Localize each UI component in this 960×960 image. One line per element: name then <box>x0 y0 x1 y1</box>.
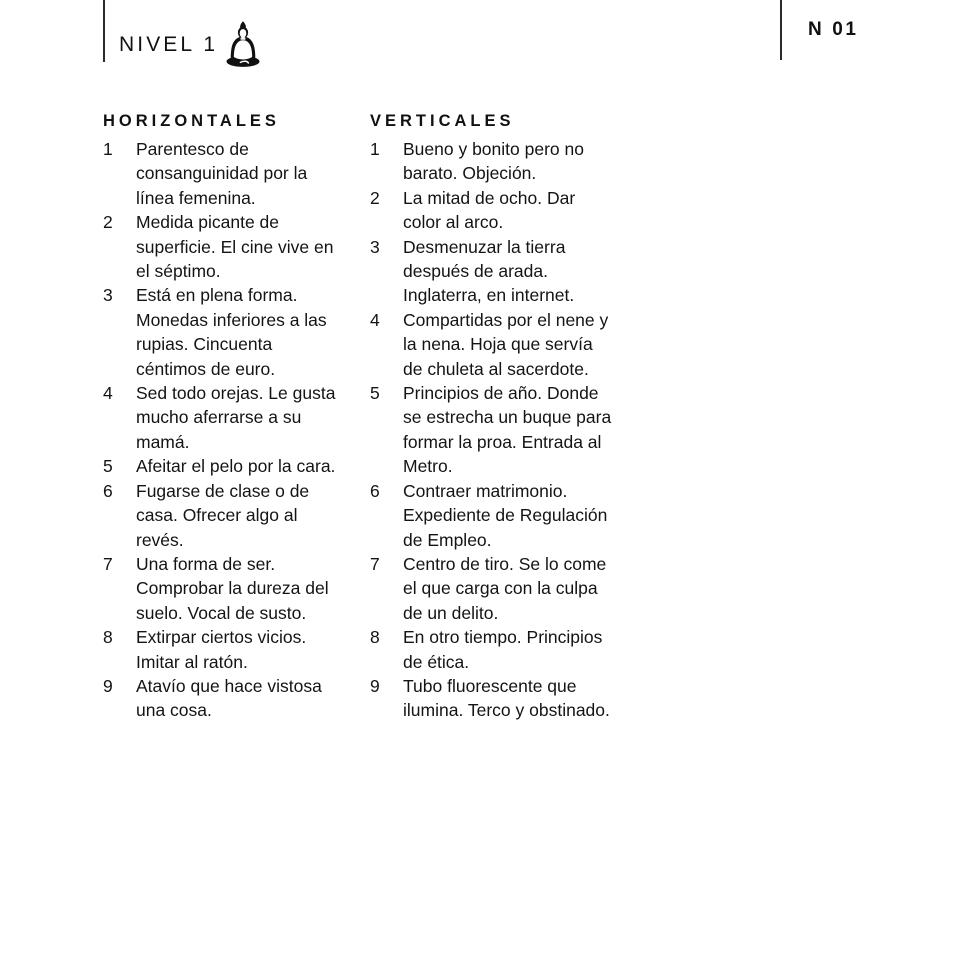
clue-item <box>103 137 343 210</box>
clue-number: 8 <box>103 627 113 648</box>
clue-number: 6 <box>370 480 380 501</box>
clue-number: 7 <box>370 553 380 574</box>
clue-item <box>103 674 343 723</box>
clue-list-horizontales <box>103 137 343 723</box>
clue-text: La mitad de ocho. Dar color al arco. <box>403 187 576 233</box>
column-heading-horizontales: HORIZONTALES <box>103 112 280 130</box>
clue-item <box>370 235 615 308</box>
clue-list-verticales <box>370 137 615 723</box>
clue-number: 4 <box>370 309 380 330</box>
clue-number: 8 <box>370 627 380 648</box>
clue-number: 3 <box>103 285 113 306</box>
clue-number: 7 <box>103 553 113 574</box>
clue-number: 9 <box>103 675 113 696</box>
clue-text: Atavío que hace vistosa una cosa. <box>136 675 322 721</box>
clue-number: 5 <box>370 383 380 404</box>
clue-item <box>370 308 615 381</box>
clue-item <box>103 210 343 283</box>
clue-text: Tubo fluorescente que ilumina. Terco y obstinado. <box>403 675 610 721</box>
clue-text: Parentesco de consanguinidad por la línea femenina. <box>136 139 308 208</box>
clue-item <box>103 454 343 478</box>
clue-number: 2 <box>103 212 113 233</box>
clue-text: Una forma de ser. Comprobar la dureza del suelo. Vocal de susto. <box>136 553 329 623</box>
clue-text: Bueno y bonito pero no barato. Objeción. <box>403 139 584 184</box>
clue-text: Extirpar ciertos vicios. Imitar al ratón. <box>136 627 307 672</box>
clue-number: 1 <box>370 139 380 159</box>
level-label: NIVEL 1 <box>119 33 219 56</box>
clue-item <box>103 479 343 552</box>
clue-number: 1 <box>103 139 113 159</box>
clue-item <box>370 479 615 552</box>
clue-text: Afeitar el pelo por la cara. <box>136 456 336 477</box>
clue-number: 5 <box>103 456 113 477</box>
header-rule-right <box>780 0 782 60</box>
clue-item <box>370 625 615 674</box>
meditating-figure-icon <box>220 20 266 70</box>
clue-column-verticales <box>370 112 615 723</box>
clue-text: Contraer matrimonio. Expediente de Regulación de Empleo. <box>403 480 608 550</box>
clue-item <box>103 625 343 674</box>
clue-column-horizontales <box>103 112 343 723</box>
page-code: N 01 <box>808 19 859 40</box>
clue-text: Está en plena forma. Monedas inferiores a las rupias. Cincuenta céntimos de euro. <box>136 285 327 379</box>
clue-text: Principios de año. Donde se estrecha un buque para formar la proa. Entrada al Metro. <box>403 383 612 477</box>
clue-number: 2 <box>370 187 380 208</box>
clue-number: 6 <box>103 480 113 501</box>
clue-item <box>370 381 615 479</box>
clue-number: 9 <box>370 675 380 696</box>
clue-text: Centro de tiro. Se lo come el que carga con la culpa de un delito. <box>403 553 607 623</box>
clue-number: 3 <box>370 236 380 257</box>
header-rule-left <box>103 0 105 62</box>
clue-item <box>103 552 343 625</box>
clue-item <box>370 674 615 723</box>
clue-item <box>103 283 343 381</box>
clue-item <box>370 552 615 625</box>
clue-text: Medida picante de superficie. El cine vive en el séptimo. <box>136 212 334 282</box>
column-heading-verticales: VERTICALES <box>370 112 515 130</box>
clue-item <box>103 381 343 454</box>
clue-item <box>370 186 615 235</box>
clue-text: Compartidas por el nene y la nena. Hoja que servía de chuleta al sacerdote. <box>403 309 609 379</box>
clue-text: En otro tiempo. Principios de ética. <box>403 627 603 672</box>
clue-text: Fugarse de clase o de casa. Ofrecer algo al revés. <box>136 480 310 550</box>
clue-text: Sed todo orejas. Le gusta mucho aferrarse a su mamá. <box>136 383 336 452</box>
page-header <box>0 0 960 90</box>
clue-text: Desmenuzar la tierra después de arada. Inglaterra, en internet. <box>403 236 575 306</box>
clue-item <box>370 137 615 186</box>
clue-number: 4 <box>103 383 113 404</box>
